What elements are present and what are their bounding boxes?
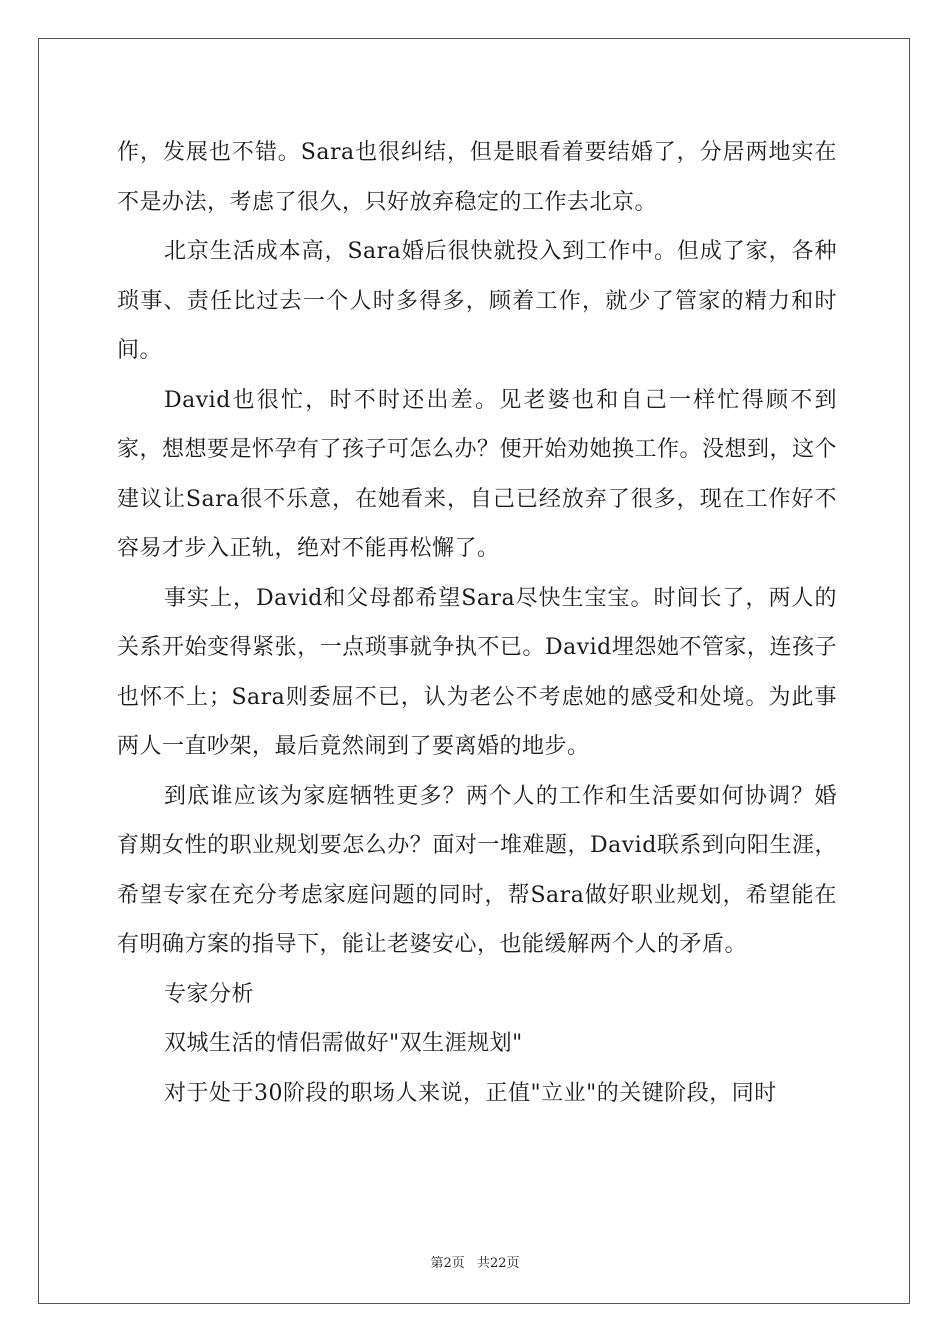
subheading: 双城生活的情侣需做好"双生涯规划" (164, 1031, 523, 1056)
page-total: 共22页 (476, 1256, 520, 1271)
page-number: 第2页 (430, 1256, 465, 1271)
paragraph: 作，发展也不错。Sara也很纠结，但是眼看着要结婚了，分居两地实在不是办法，考虑了很久，只好放弃稳定的工作去北京。 (117, 140, 837, 215)
paragraph: 对于处于30阶段的职场人来说，正值"立业"的关键阶段，同时 (164, 1080, 777, 1106)
paragraph: 事实上，David和父母都希望Sara尽快生宝宝。时间长了，两人的关系开始变得紧张，一点琐事就争执不已。David埋怨她不管家，连孩子也怀不上；Sara则委屈不已，认为老公不考虑她的感受和处境。为此事两人一直吵架，最后竟然闹到了要离婚的地步。 (117, 585, 837, 759)
document-body (117, 128, 837, 1118)
paragraph: 到底谁应该为家庭牺牲更多？两个人的工作和生活要如何协调？婚育期女性的职业规划要怎么办？面对一堆难题，David联系到向阳生涯，希望专家在充分考虑家庭问题的同时，帮Sara做好职业规划，希望能在有明确方案的指导下，能让老婆安心，也能缓解两个人的矛盾。 (117, 783, 837, 957)
section-heading: 专家分析 (164, 981, 255, 1007)
paragraph: 北京生活成本高，Sara婚后很快就投入到工作中。但成了家，各种琐事、责任比过去一个人时多得多，顾着工作，就少了管家的精力和时间。 (117, 239, 837, 363)
page-footer (0, 1252, 950, 1271)
paragraph: David也很忙，时不时还出差。见老婆也和自己一样忙得顾不到家，想想要是怀孕有了孩子可怎么办？便开始劝她换工作。没想到，这个建议让Sara很不乐意，在她看来，自己已经放弃了很多，现在工作好不容易才步入正轨，绝对不能再松懈了。 (117, 387, 838, 561)
